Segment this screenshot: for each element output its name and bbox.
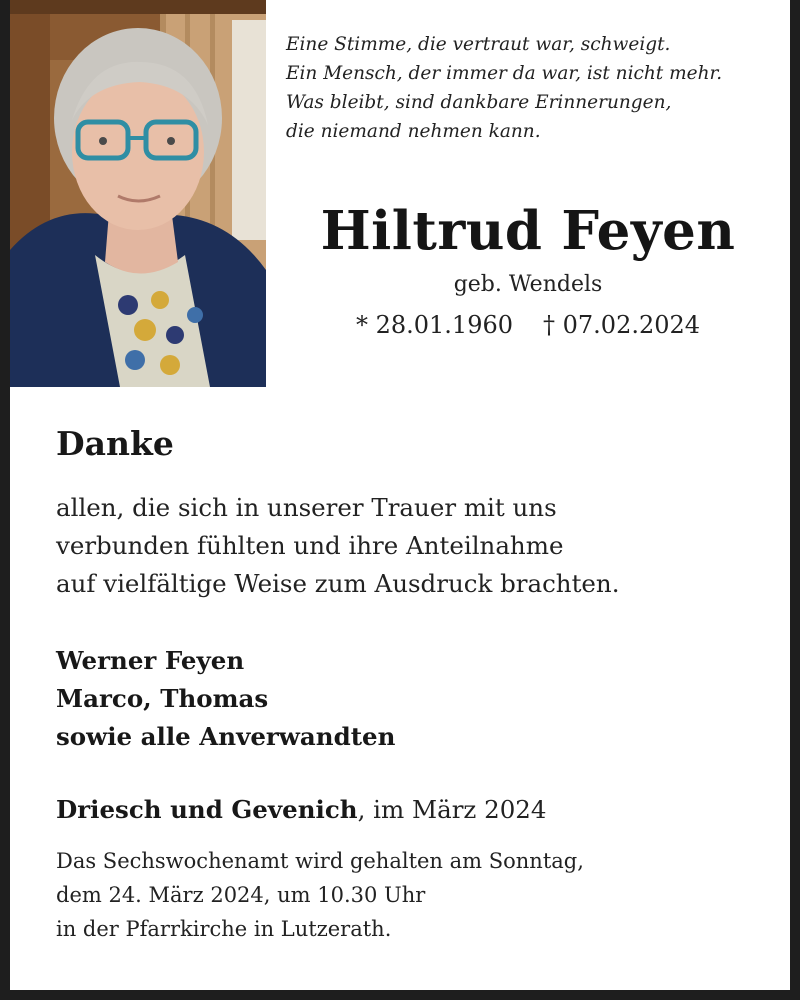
family-line: Marco, Thomas [56, 684, 269, 713]
thanks-text [56, 489, 620, 603]
thanks-line: auf vielfältige Weise zum Ausdruck brachten. [56, 569, 620, 598]
poem-line: die niemand nehmen kann. [286, 121, 541, 142]
poem-line: Ein Mensch, der immer da war, ist nicht mehr. [286, 63, 723, 84]
date-text: , im März 2024 [357, 795, 547, 824]
funeral-line: in der Pfarrkirche in Lutzerath. [56, 917, 392, 941]
family-line: sowie alle Anverwandten [56, 722, 396, 751]
funeral-line: Das Sechswochenamt wird gehalten am Sonntag, [56, 849, 584, 873]
place-date [56, 795, 546, 824]
funeral-mass-info [56, 844, 584, 946]
funeral-line: dem 24. März 2024, um 10.30 Uhr [56, 883, 426, 907]
thanks-line: verbunden fühlten und ihre Anteilnahme [56, 531, 564, 560]
deceased-name: Hiltrud Feyen [320, 200, 736, 262]
poem-line: Was bleibt, sind dankbare Erinnerungen, [286, 92, 672, 113]
place-name: Driesch und Gevenich [56, 795, 358, 824]
memorial-poem [286, 30, 722, 146]
thanks-heading: Danke [56, 424, 174, 463]
family-line: Werner Feyen [56, 646, 245, 675]
family-signatures [56, 642, 395, 756]
maiden-name: geb. Wendels [453, 272, 603, 297]
birth-date: * 28.01.1960 [355, 311, 513, 339]
death-date: † 07.02.2024 [543, 311, 701, 339]
poem-line: Eine Stimme, die vertraut war, schweigt. [286, 34, 671, 55]
thanks-line: allen, die sich in unserer Trauer mit uns [56, 493, 557, 522]
life-dates [266, 311, 790, 339]
portrait-photo [10, 0, 266, 387]
